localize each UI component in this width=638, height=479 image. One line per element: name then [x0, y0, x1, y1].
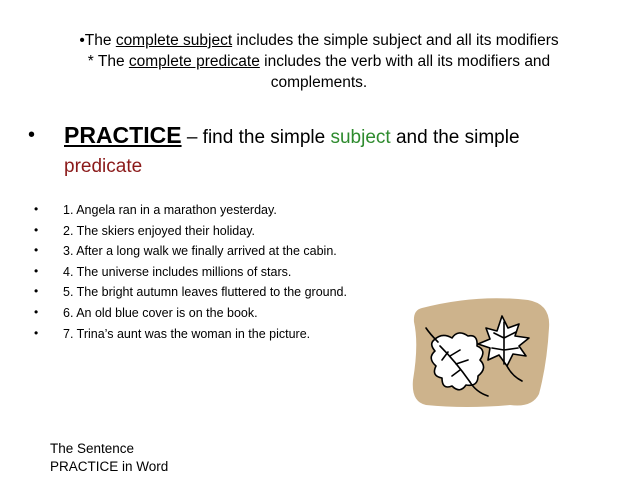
sentence-list — [34, 200, 347, 344]
sentence-text: 2. The skiers enjoyed their holiday. — [63, 223, 256, 238]
list-item — [34, 241, 347, 262]
list-item — [34, 262, 347, 283]
term-complete-predicate: complete predicate — [128, 53, 260, 70]
subject-word: subject — [330, 127, 391, 148]
practice-heading: PRACTICE — [64, 122, 182, 148]
sentence-text: 6. An old blue cover is on the book. — [63, 305, 258, 320]
sentence-text: 7. Trina’s aunt was the woman in the picture. — [63, 326, 311, 341]
bullet: • — [28, 124, 36, 146]
definition-subject: •The complete subject includes the simple subject and all its modifiers — [79, 32, 559, 49]
bullet: • — [34, 263, 39, 278]
list-item — [34, 303, 347, 324]
slide-caption — [50, 440, 168, 476]
sentence-text: 5. The bright autumn leaves fluttered to the ground. — [63, 285, 347, 300]
bullet: • — [34, 304, 39, 319]
sentence-text: 3. After a long walk we finally arrived at the cabin. — [63, 244, 337, 259]
practice-instruction — [28, 121, 618, 181]
caption-line-2: PRACTICE in Word — [50, 459, 169, 474]
definitions-note — [10, 30, 628, 93]
sentence-text: 1. Angela ran in a marathon yesterday. — [63, 203, 277, 217]
term-complete-subject: complete subject — [115, 32, 233, 49]
list-item — [34, 221, 347, 242]
autumn-leaves-icon — [398, 288, 556, 412]
bullet: • — [34, 202, 39, 216]
predicate-word: predicate — [64, 156, 143, 177]
bullet: • — [34, 222, 39, 237]
list-item — [34, 324, 347, 345]
list-item — [34, 200, 347, 221]
sentence-text: 4. The universe includes millions of stars. — [63, 264, 292, 279]
practice-text: PRACTICE – find the simple subject and the simple predicate — [64, 122, 520, 177]
definition-predicate: * The complete predicate includes the verb with all its modifiers and — [87, 53, 551, 70]
bullet: • — [34, 325, 39, 340]
bullet: • — [34, 284, 39, 299]
list-item — [34, 282, 347, 303]
caption-line-1: The Sentence — [50, 441, 135, 456]
definition-predicate-continued: complements. — [270, 74, 368, 91]
bullet: • — [34, 243, 39, 258]
